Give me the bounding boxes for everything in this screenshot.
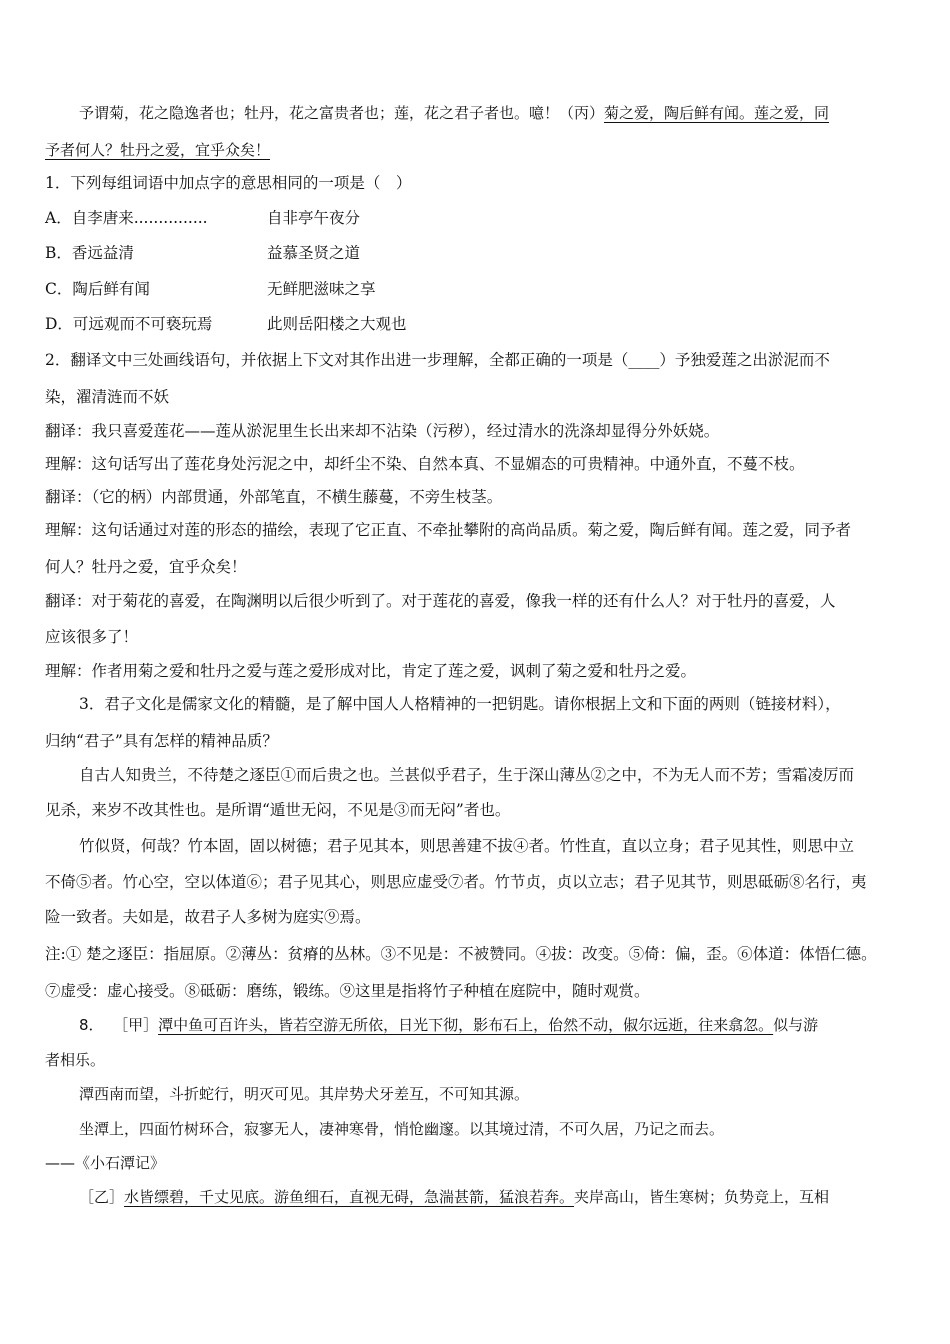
zhu-passage-line-3: 险一致者。夫如是，故君子人多树为庭实⑨焉。	[45, 908, 371, 926]
bing-line-1	[79, 103, 829, 123]
q1-option-c-left: C．陶后鲜有闻	[45, 280, 150, 298]
jia-underlined-sentence: 潭中鱼可百许头，皆若空游无所依，日光下彻，影布石上，佁然不动，俶尔远逝，往来翕忽。	[158, 1016, 774, 1034]
zhu-passage-line-1: 竹似贤，何哉？竹本固，固以树德；君子见其本，则思善建不拔④者。竹性直，直以立身；君子见其性，则思中立	[79, 837, 855, 855]
bing-text: 予谓菊，花之隐逸者也；牡丹，花之富贵者也；莲，花之君子者也。噫！（丙）	[79, 104, 605, 122]
q1-option-b-left: B．香远益清	[45, 244, 134, 262]
jia-label: ［甲］	[113, 1016, 159, 1034]
q1-option-a-right: 自非亭午夜分	[267, 209, 361, 227]
lan-passage-line-1: 自古人知贵兰，不待楚之逐臣①而后贵之也。兰甚似乎君子，生于深山薄丛②之中，不为无人而不芳；雪霜凌厉而	[79, 766, 855, 784]
yi-underlined-sentence: 水皆缥碧，千丈见底。游鱼细石，直视无碍，急湍甚箭，猛浪若奔。	[124, 1188, 575, 1206]
bing-line-2	[45, 140, 270, 160]
zhu-passage-line-2: 不倚⑤者。竹心空，空以体道⑥；君子见其心，则思应虚受⑦者。竹节贞，贞以立志；君子见其节，则思砥砺⑧名行，夷	[45, 873, 867, 891]
q1-option-b-right: 益慕圣贤之道	[267, 244, 361, 262]
lan-passage-line-2: 见杀，来岁不改其性也。是所谓“遁世无闷，不见是③而无闷”者也。	[45, 801, 511, 819]
q2-translation-3: 翻译：对于菊花的喜爱，在陶渊明以后很少听到了。对于莲花的喜爱，像我一样的还有什么人？对于牡丹的喜爱，人	[45, 592, 836, 610]
notes-line-1: 注:① 楚之逐臣：指屈原。②薄丛：贫瘠的丛林。③不见是：不被赞同。④拔：改变。⑤倚：偏，歪。⑥体道：体悟仁德。	[45, 945, 877, 963]
q3-stem-line-2: 归纳“君子”具有怎样的精神品质？	[45, 732, 278, 750]
yi-label: ［乙］	[79, 1188, 125, 1206]
bing-underlined-sentence: 菊之爱，陶后鲜有闻。莲之爱，同	[604, 104, 830, 122]
q1-stem: 1．下列每组词语中加点字的意思相同的一项是（ ）	[45, 174, 412, 192]
q2-stem-line-2: 染，濯清涟而不妖	[45, 388, 170, 406]
q1-option-c-right: 无鲜肥滋味之享	[267, 280, 376, 298]
emphasis-dots: ...............	[133, 209, 208, 227]
q8-jia-line-1	[79, 1015, 818, 1035]
q2-understanding-1: 理解：这句话写出了莲花身处污泥之中，却纤尘不染、自然本真、不显媚态的可贵精神。中通外直，不蔓不枝。	[45, 455, 805, 473]
q3-stem-line-1: 3．君子文化是儒家文化的精髓，是了解中国人人格精神的一把钥匙。请你根据上文和下面的两则（链接材料），	[79, 695, 841, 713]
q8-number: 8．	[79, 1016, 104, 1034]
q2-understanding-3: 理解：作者用菊之爱和牡丹之爱与莲之爱形成对比，肯定了莲之爱，讽刺了菊之爱和牡丹之爱。	[45, 662, 697, 680]
bing-underlined-sentence-cont: 予者何人？牡丹之爱，宜乎众矣！	[45, 141, 271, 159]
q2-translation-1: 翻译：我只喜爱莲花——莲从淤泥里生长出来却不沾染（污秽），经过清水的洗涤却显得分外妖娆。	[45, 422, 720, 440]
q8-yi-line-1	[79, 1187, 829, 1207]
q1-option-a-left	[45, 208, 208, 228]
q1-option-d-right: 此则岳阳楼之大观也	[267, 315, 407, 333]
q2-understanding-2-cont: 何人？牡丹之爱，宜乎众矣！	[45, 558, 247, 576]
q1-option-d-left: D．可远观而不可亵玩焉	[45, 315, 213, 333]
q2-translation-2: 翻译：（它的柄）内部贯通，外部笔直，不横生藤蔓，不旁生枝茎。	[45, 488, 503, 506]
q2-understanding-2: 理解：这句话通过对莲的形态的描绘，表现了它正直、不牵扯攀附的高尚品质。菊之爱，陶后鲜有闻。莲之爱，同予者	[45, 521, 852, 539]
q8-jia-line-2: 者相乐。	[45, 1051, 106, 1069]
q8-source: ——《小石潭记》	[45, 1154, 166, 1172]
q8-jia-para-2: 潭西南而望，斗折蛇行，明灭可见。其岸势犬牙差互，不可知其源。	[79, 1085, 530, 1103]
q1-option-a-text: A．自李唐来	[45, 209, 134, 227]
q2-translation-3-cont: 应该很多了！	[45, 628, 139, 646]
yi-text: 夹岸高山，皆生寒树；负势竞上，互相	[574, 1188, 830, 1206]
jia-text: 似与游	[773, 1016, 819, 1034]
notes-line-2: ⑦虚受：虚心接受。⑧砥砺：磨练，锻练。⑨这里是指将竹子种植在庭院中，随时观赏。	[45, 982, 650, 1000]
q8-jia-para-3: 坐潭上，四面竹树环合，寂寥无人，凄神寒骨，悄怆幽邃。以其境过清，不可久居，乃记之而去。	[79, 1120, 725, 1138]
q2-stem-line-1: 2．翻译文中三处画线语句，并依据上下文对其作出进一步理解，全都正确的一项是（____）予独爱莲之出淤泥而不	[45, 351, 830, 369]
